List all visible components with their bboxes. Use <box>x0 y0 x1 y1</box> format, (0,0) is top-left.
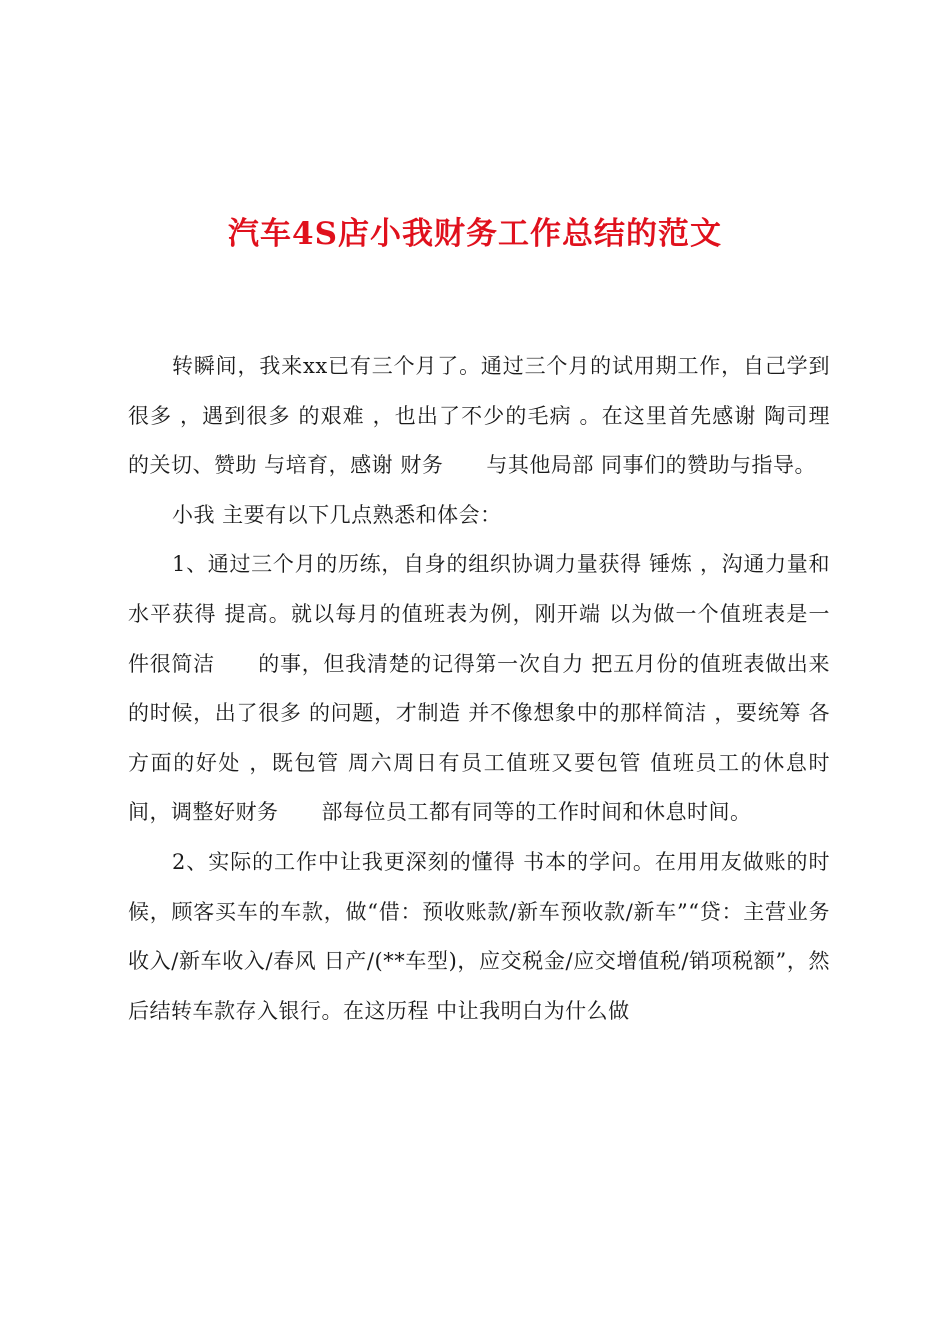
paragraph-point-1: 1、通过三个月的历练，自身的组织协调力量获得 锤炼 ，沟通力量和水平获得 提高。就以每月的值班表为例，刚开端 以为做一个值班表是一件很简洁 的事，但我清楚的记得第一次自力 把五月份的值班表做出来的时候，出了很多 的问题，才制造 并不像想象中的那样简洁 ，要统筹 各方面的好处 ，既包管 周六周日有员工值班又要包管 值班员工的休息时间，调整好财务 部每位员工都有同等的工作时间和休息时间。 <box>128 552 830 825</box>
document-title: 汽车4S店小我财务工作总结的范文 <box>228 216 722 252</box>
paragraph-intro: 转瞬间，我来xx已有三个月了。通过三个月的试用期工作，自己学到很多 ，遇到很多 的艰难 ，也出了不少的毛病 。在这里首先感谢 陶司理 的关切、赞助 与培育，感谢 财务 与其他局部 同事们的赞助与指导。 <box>128 354 830 478</box>
document-body <box>128 342 830 1036</box>
paragraph-summary-lead: 小我 主要有以下几点熟悉和体会： <box>172 502 502 527</box>
paragraph-point-2: 2、实际的工作中让我更深刻的懂得 书本的学问。在用用友做账的时候，顾客买车的车款，做“借：预收账款/新车预收款/新车”“贷：主营业务收入/新车收入/春风 日产/(**车型)，应交税金/应交增值税/销项税额”，然后结转车款存入银行。在这历程 中让我明白为什么做 <box>128 849 830 1023</box>
